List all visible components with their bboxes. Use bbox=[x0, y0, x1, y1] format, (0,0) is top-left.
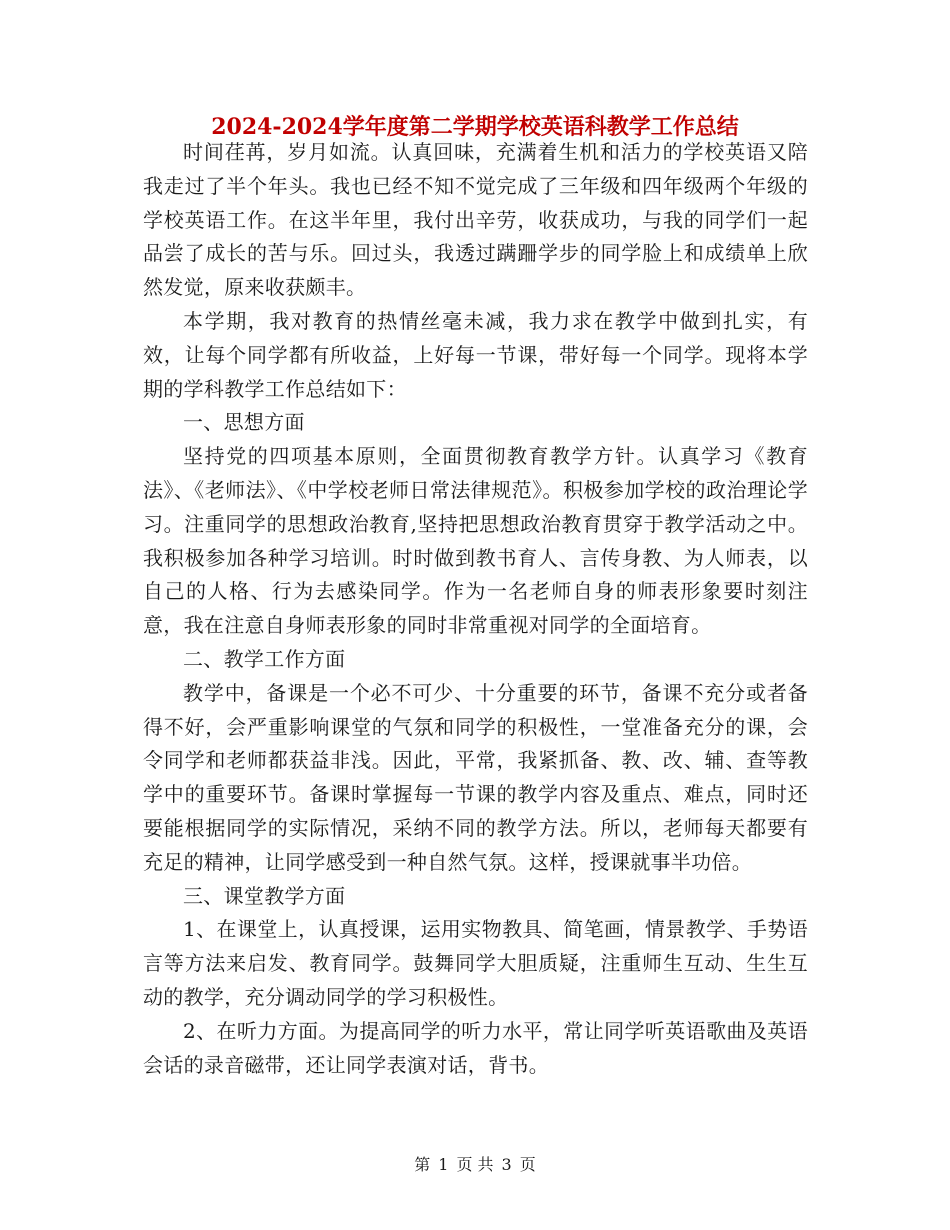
footer-page-total: 3 bbox=[501, 1155, 512, 1174]
paragraph-classroom-1: 1、在课堂上，认真授课，运用实物教具、简笔画，情景教学、手势语言等方法来启发、教育同学。鼓舞同学大胆质疑，注重师生互动、生生互动的教学，充分调动同学的学习积极性。 bbox=[143, 917, 808, 1009]
section-heading-thought: 一、思想方面 bbox=[183, 410, 305, 435]
paragraph-intro: 时间荏苒，岁月如流。认真回味，充满着生机和活力的学校英语又陪我走过了半个年头。我也已经不知不觉完成了三年级和四年级两个年级的学校英语工作。在这半年里，我付出辛劳，收获成功，与我的同学们一起品尝了成长的苦与乐。回过头，我透过蹒跚学步的同学脸上和成绩单上欣然发觉，原来收获颇丰。 bbox=[143, 140, 808, 300]
footer-page-number: 1 bbox=[438, 1155, 449, 1174]
paragraph-thought: 坚持党的四项基本原则，全面贯彻教育教学方针。认真学习《教育法》、《老师法》、《中学校老师日常法律规范》。积极参加学校的政治理论学习。注重同学的思想政治教育,坚持把思想政治教育贯穿于教学活动之中。我积极参加各种学习培训。时时做到教书育人、言传身教、为人师表，以自己的人格、行为去感染同学。作为一名老师自身的师表形象要时刻注意，我在注意自身师表形象的同时非常重视对同学的全面培育。 bbox=[143, 444, 808, 638]
section-heading-teaching-work: 二、教学工作方面 bbox=[183, 646, 346, 671]
document-title: 2024-2024学年度第二学期学校英语科教学工作总结 bbox=[211, 114, 739, 140]
paragraph-teaching-work: 教学中，备课是一个必不可少、十分重要的环节，备课不充分或者备得不好，会严重影响课堂的气氛和同学的积极性，一堂准备充分的课，会令同学和老师都获益非浅。因此，平常，我紧抓备、教、改、辅、查等教学中的重要环节。备课时掌握每一节课的教学内容及重点、难点，同时还要能根据同学的实际情况，采纳不同的教学方法。所以，老师每天都要有充足的精神，让同学感受到一种自然气氛。这样，授课就事半功倍。 bbox=[143, 680, 808, 874]
footer-mid: 页 共 bbox=[456, 1155, 494, 1174]
document-body bbox=[143, 136, 808, 1082]
footer-suffix: 页 bbox=[519, 1155, 536, 1174]
paragraph-semester: 本学期，我对教育的热情丝毫未减，我力求在教学中做到扎实，有效，让每个同学都有所收益，上好每一节课，带好每一个同学。现将本学期的学科教学工作总结如下： bbox=[143, 308, 808, 401]
paragraph-listening-2: 2、在听力方面。为提高同学的听力水平，常让同学听英语歌曲及英语会话的录音磁带，还让同学表演对话，背书。 bbox=[143, 1018, 808, 1077]
section-heading-classroom: 三、课堂教学方面 bbox=[183, 883, 346, 908]
footer-prefix: 第 bbox=[414, 1155, 431, 1174]
page-footer bbox=[0, 1154, 950, 1176]
